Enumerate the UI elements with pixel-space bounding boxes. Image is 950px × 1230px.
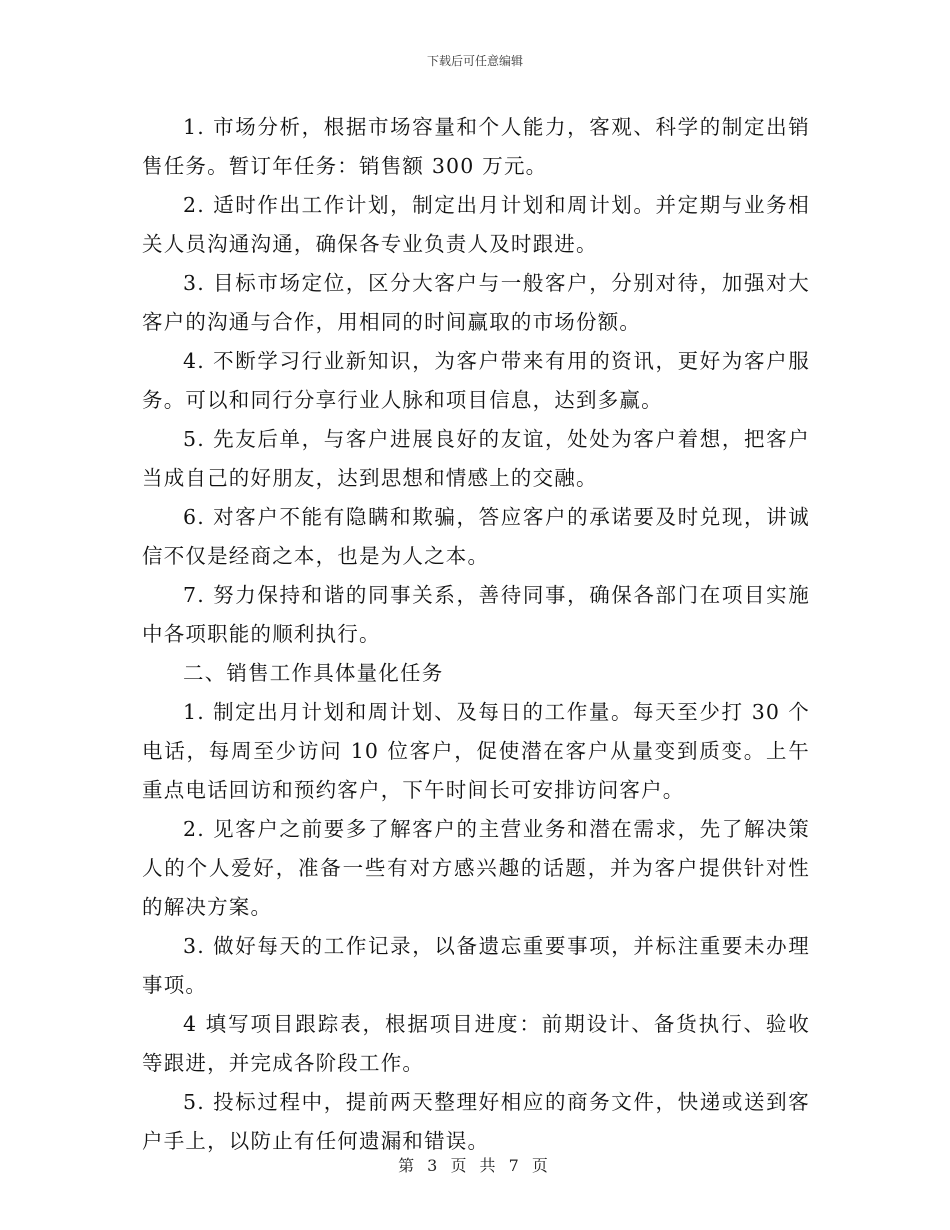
section-heading: 二、销售工作具体量化任务 (183, 661, 444, 685)
paragraph-colleagues: 7. 努力保持和谐的同事关系，善待同事，确保各部门在项目实施中各项职能的顺利执行。 (142, 583, 810, 646)
document-body (142, 108, 810, 1161)
paragraph-work-plan: 2. 适时作出工作计划，制定出月计划和周计划。并定期与业务相关人员沟通沟通，确保各专业负责人及时跟进。 (142, 193, 810, 256)
page-header: 下载后可任意编辑 (426, 54, 523, 68)
paragraph-project-tracking: 4 填写项目跟踪表，根据项目进度：前期设计、备货执行、验收等跟进，并完成各阶段工作。 (142, 1012, 810, 1075)
paragraph-bidding: 5. 投标过程中，提前两天整理好相应的商务文件，快递或送到客户手上，以防止有任何遗漏和错误。 (142, 1090, 810, 1153)
paragraph-integrity: 6. 对客户不能有隐瞒和欺骗，答应客户的承诺要及时兑现，讲诚信不仅是经商之本，也是为人之本。 (142, 505, 810, 568)
paragraph-target-market: 3. 目标市场定位，区分大客户与一般客户，分别对待，加强对大客户的沟通与合作，用相同的时间赢取的市场份额。 (142, 271, 810, 334)
paragraph-friendship: 5. 先友后单，与客户进展良好的友谊，处处为客户着想，把客户当成自己的好朋友，达到思想和情感上的交融。 (142, 427, 810, 490)
paragraph-learning: 4. 不断学习行业新知识，为客户带来有用的资讯，更好为客户服务。可以和同行分享行业人脉和项目信息，达到多赢。 (142, 349, 810, 412)
paragraph-daily-workload: 1. 制定出月计划和周计划、及每日的工作量。每天至少打 30 个电话，每周至少访问 10 位客户，促使潜在客户从量变到质变。上午重点电话回访和预约客户，下午时间长可安排访问客户。 (142, 700, 810, 802)
paragraph-client-research: 2. 见客户之前要多了解客户的主营业务和潜在需求，先了解决策人的个人爱好，准备一些有对方感兴趣的话题，并为客户提供针对性的解决方案。 (142, 817, 810, 919)
page-footer: 第 3 页 共 7 页 (398, 1156, 552, 1175)
paragraph-market-analysis: 1. 市场分析，根据市场容量和个人能力，客观、科学的制定出销售任务。暂订年任务：销售额 300 万元。 (142, 115, 810, 178)
paragraph-work-records: 3. 做好每天的工作记录，以备遗忘重要事项，并标注重要未办理事项。 (142, 934, 810, 997)
